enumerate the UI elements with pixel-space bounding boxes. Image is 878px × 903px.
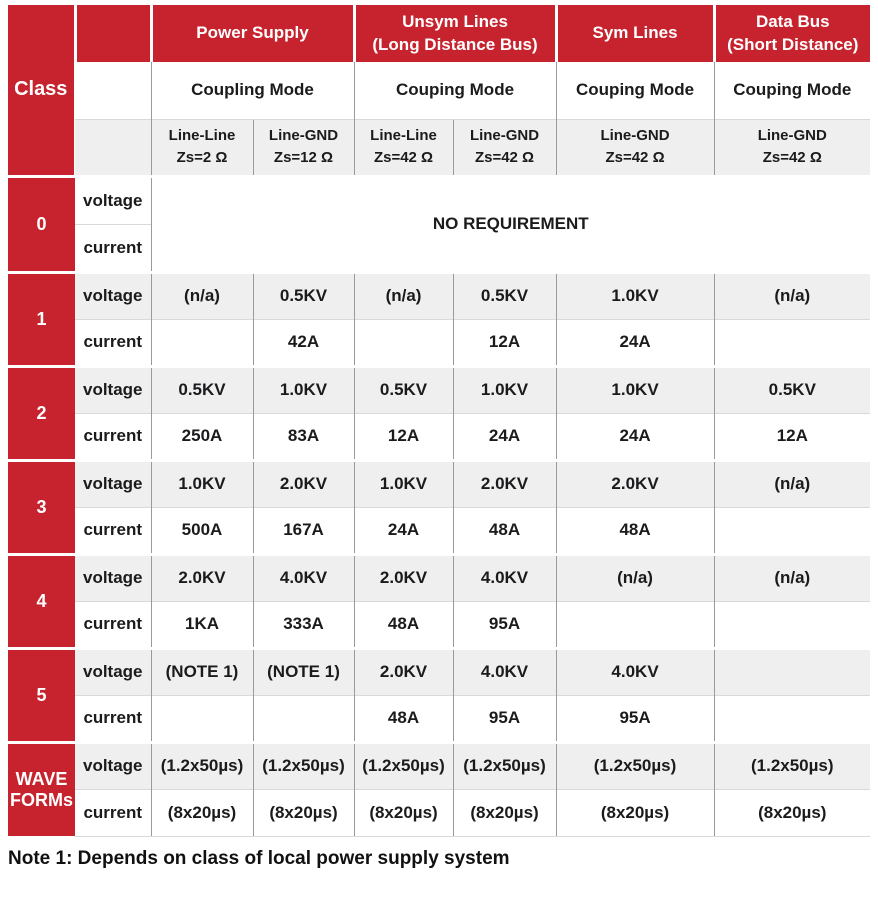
footnote: Note 1: Depends on class of local power supply system	[8, 847, 510, 869]
cell-class-wave-forms-current-col3: (8x20µs)	[354, 789, 453, 836]
row-class-wave-forms-voltage	[8, 742, 870, 789]
cell-class-3-current-col4: 48A	[453, 507, 556, 554]
cell-class-1-voltage-col6: (n/a)	[714, 272, 870, 319]
cell-class-5-voltage-col3: 2.0KV	[354, 648, 453, 695]
cell-class-3-current-col2: 167A	[253, 507, 354, 554]
cell-class-1-voltage-col4: 0.5KV	[453, 272, 556, 319]
cell-class-wave-forms-voltage-col2: (1.2x50µs)	[253, 742, 354, 789]
cell-class-4-voltage-col4: 4.0KV	[453, 554, 556, 601]
cell-class-4-voltage-col6: (n/a)	[714, 554, 870, 601]
text-line: Line-GND	[600, 126, 670, 144]
cell-class-2-current-col5: 24A	[556, 413, 714, 460]
cell-class-2-current-col3: 12A	[354, 413, 453, 460]
row-class-3-voltage	[8, 460, 870, 507]
text-line: Zs=42 Ω	[605, 149, 665, 166]
cell-class-wave-forms-voltage-col3: (1.2x50µs)	[354, 742, 453, 789]
row-label-column-header	[75, 5, 151, 62]
cell-class-5-voltage-col1: (NOTE 1)	[151, 648, 253, 695]
cell-class-2-current-col1: 250A	[151, 413, 253, 460]
cell-class-3-voltage-col5: 2.0KV	[556, 460, 714, 507]
cell-class-1-current-col2: 42A	[253, 319, 354, 366]
text-line: Line-GND	[268, 126, 339, 144]
row-class-5-voltage	[8, 648, 870, 695]
surge-test-levels-table	[8, 5, 870, 837]
cell-class-2-voltage-col4: 1.0KV	[453, 366, 556, 413]
cell-class-1-voltage-col1: (n/a)	[151, 272, 253, 319]
class-cell-1: 1	[8, 272, 75, 366]
cell-class-3-voltage-col2: 2.0KV	[253, 460, 354, 507]
cell-class-2-current-col2: 83A	[253, 413, 354, 460]
cell-class-4-voltage-col2: 4.0KV	[253, 554, 354, 601]
coupling-mode-sym-lines: Couping Mode	[556, 62, 714, 119]
row-class-4-current	[8, 601, 870, 648]
row-label-voltage: voltage	[75, 742, 151, 789]
text-line: Line-GND	[757, 126, 827, 144]
table-header	[8, 5, 870, 176]
row-label-voltage: voltage	[75, 366, 151, 413]
text-line: (Long Distance Bus)	[372, 34, 538, 54]
row-label-current: current	[75, 507, 151, 554]
row-class-0-voltage	[8, 176, 870, 224]
text-line: Zs=12 Ω	[273, 149, 334, 166]
row-label-current: current	[75, 789, 151, 836]
subcolumn-row-spacer	[75, 119, 151, 176]
class-cell-wave-forms: WAVE FORMs	[8, 742, 75, 836]
row-class-5-current	[8, 695, 870, 742]
cell-class-5-voltage-col2: (NOTE 1)	[253, 648, 354, 695]
cell-class-5-current-col6	[714, 695, 870, 742]
cell-class-1-current-col1	[151, 319, 253, 366]
subcolumn-data-bus-line-gnd	[714, 119, 870, 176]
cell-class-wave-forms-voltage-col6: (1.2x50µs)	[714, 742, 870, 789]
subcolumn-unsym-lines-line-line	[354, 119, 453, 176]
cell-class-4-current-col4: 95A	[453, 601, 556, 648]
class-cell-0: 0	[8, 176, 75, 272]
cell-class-5-voltage-col6	[714, 648, 870, 695]
cell-class-5-current-col4: 95A	[453, 695, 556, 742]
subcolumn-unsym-lines-line-gnd	[453, 119, 556, 176]
header-row-subcolumns	[8, 119, 870, 176]
cell-class-5-current-col1	[151, 695, 253, 742]
cell-class-3-current-col3: 24A	[354, 507, 453, 554]
row-label-current: current	[75, 319, 151, 366]
coupling-row-spacer	[75, 62, 151, 119]
header-row-coupling	[8, 62, 870, 119]
cell-class-1-current-col3	[354, 319, 453, 366]
no-requirement-cell: NO REQUIREMENT	[151, 176, 870, 272]
cell-class-4-voltage-col1: 2.0KV	[151, 554, 253, 601]
row-label-current: current	[75, 601, 151, 648]
text-line: Line-Line	[370, 126, 437, 144]
cell-class-wave-forms-voltage-col1: (1.2x50µs)	[151, 742, 253, 789]
text-line: Line-GND	[469, 126, 540, 144]
cell-class-5-current-col2	[253, 695, 354, 742]
text-line: Unsym Lines	[402, 12, 508, 32]
class-cell-4: 4	[8, 554, 75, 648]
row-label-voltage: voltage	[75, 176, 151, 224]
row-class-2-current	[8, 413, 870, 460]
subcolumn-power-supply-line-gnd	[253, 119, 354, 176]
cell-class-3-voltage-col1: 1.0KV	[151, 460, 253, 507]
cell-class-wave-forms-voltage-col5: (1.2x50µs)	[556, 742, 714, 789]
cell-class-wave-forms-current-col4: (8x20µs)	[453, 789, 556, 836]
cell-class-wave-forms-current-col2: (8x20µs)	[253, 789, 354, 836]
group-header-data-bus	[714, 5, 870, 62]
class-cell-5: 5	[8, 648, 75, 742]
text-line: Zs=42 Ω	[762, 149, 822, 166]
cell-class-2-voltage-col3: 0.5KV	[354, 366, 453, 413]
text-line: Power Supply	[196, 23, 309, 43]
row-class-4-voltage	[8, 554, 870, 601]
subcolumn-power-supply-line-line	[151, 119, 253, 176]
group-header-power-supply	[151, 5, 354, 62]
cell-class-5-voltage-col5: 4.0KV	[556, 648, 714, 695]
cell-class-2-voltage-col1: 0.5KV	[151, 366, 253, 413]
class-cell-3: 3	[8, 460, 75, 554]
coupling-mode-unsym-lines: Couping Mode	[354, 62, 556, 119]
text-line: (Short Distance)	[727, 34, 859, 54]
row-label-voltage: voltage	[75, 554, 151, 601]
header-row-groups	[8, 5, 870, 62]
row-label-current: current	[75, 224, 151, 272]
cell-class-3-current-col6	[714, 507, 870, 554]
cell-class-1-voltage-col2: 0.5KV	[253, 272, 354, 319]
row-class-3-current	[8, 507, 870, 554]
class-header: Class	[8, 5, 75, 176]
cell-class-wave-forms-current-col5: (8x20µs)	[556, 789, 714, 836]
row-class-1-voltage	[8, 272, 870, 319]
cell-class-2-voltage-col5: 1.0KV	[556, 366, 714, 413]
cell-class-2-voltage-col2: 1.0KV	[253, 366, 354, 413]
row-class-1-current	[8, 319, 870, 366]
text-line: Sym Lines	[592, 23, 678, 43]
cell-class-2-current-col6: 12A	[714, 413, 870, 460]
row-label-current: current	[75, 413, 151, 460]
coupling-mode-power-supply: Coupling Mode	[151, 62, 354, 119]
row-class-2-voltage	[8, 366, 870, 413]
class-cell-2: 2	[8, 366, 75, 460]
cell-class-1-current-col5: 24A	[556, 319, 714, 366]
cell-class-1-voltage-col3: (n/a)	[354, 272, 453, 319]
row-label-voltage: voltage	[75, 460, 151, 507]
cell-class-1-voltage-col5: 1.0KV	[556, 272, 714, 319]
cell-class-4-current-col3: 48A	[354, 601, 453, 648]
cell-class-4-current-col1: 1KA	[151, 601, 253, 648]
cell-class-4-current-col6	[714, 601, 870, 648]
cell-class-wave-forms-current-col6: (8x20µs)	[714, 789, 870, 836]
cell-class-wave-forms-current-col1: (8x20µs)	[151, 789, 253, 836]
cell-class-5-current-col3: 48A	[354, 695, 453, 742]
cell-class-2-voltage-col6: 0.5KV	[714, 366, 870, 413]
group-header-unsym-lines	[354, 5, 556, 62]
text-line: Zs=2 Ω	[176, 149, 228, 166]
row-label-voltage: voltage	[75, 648, 151, 695]
cell-class-4-voltage-col3: 2.0KV	[354, 554, 453, 601]
cell-class-4-current-col2: 333A	[253, 601, 354, 648]
cell-class-wave-forms-voltage-col4: (1.2x50µs)	[453, 742, 556, 789]
row-label-current: current	[75, 695, 151, 742]
cell-class-4-current-col5	[556, 601, 714, 648]
cell-class-3-voltage-col4: 2.0KV	[453, 460, 556, 507]
row-class-wave-forms-current	[8, 789, 870, 836]
cell-class-1-current-col6	[714, 319, 870, 366]
cell-class-3-current-col5: 48A	[556, 507, 714, 554]
row-label-voltage: voltage	[75, 272, 151, 319]
subcolumn-sym-lines-line-gnd	[556, 119, 714, 176]
text-line: Line-Line	[168, 126, 236, 144]
cell-class-5-current-col5: 95A	[556, 695, 714, 742]
cell-class-1-current-col4: 12A	[453, 319, 556, 366]
cell-class-3-voltage-col3: 1.0KV	[354, 460, 453, 507]
table-body	[8, 176, 870, 836]
text-line: Zs=42 Ω	[373, 149, 434, 166]
cell-class-3-current-col1: 500A	[151, 507, 253, 554]
cell-class-4-voltage-col5: (n/a)	[556, 554, 714, 601]
cell-class-3-voltage-col6: (n/a)	[714, 460, 870, 507]
cell-class-5-voltage-col4: 4.0KV	[453, 648, 556, 695]
cell-class-2-current-col4: 24A	[453, 413, 556, 460]
text-line: Data Bus	[755, 12, 830, 32]
text-line: Zs=42 Ω	[474, 149, 535, 166]
group-header-sym-lines	[556, 5, 714, 62]
coupling-mode-data-bus: Couping Mode	[714, 62, 870, 119]
